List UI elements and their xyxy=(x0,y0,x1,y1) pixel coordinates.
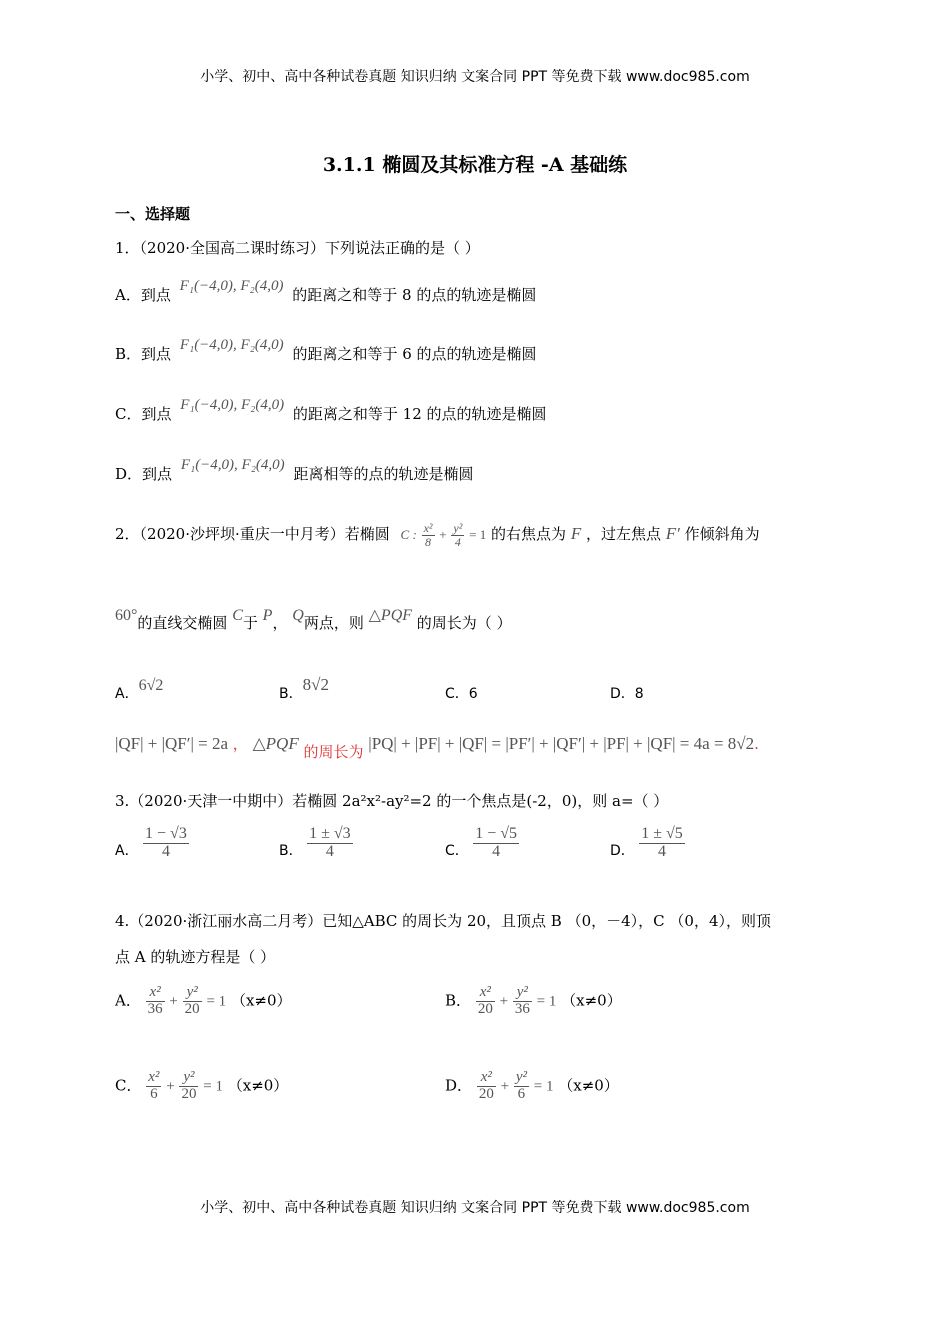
q2-two-points: 两点，则 xyxy=(303,614,364,632)
q4-stem-line2: 点 A 的轨迹方程是（ ） xyxy=(115,948,276,966)
section-heading: 一、选择题 xyxy=(115,205,191,223)
q2-line2a: 的直线交椭圆 xyxy=(137,614,228,632)
q2-comma: ， xyxy=(272,614,288,632)
q2-option-c-label: C． xyxy=(445,686,469,702)
q4-option-d: D． $\frac{\text{x²}}{20}$ + $\frac{\text{y²}}{6}$ = 1 （x≠0） xyxy=(445,1069,619,1102)
q2-option-a xyxy=(115,677,164,703)
q1-option-d-prefix: D．到点 xyxy=(115,465,173,483)
q3-option-a-label: A． xyxy=(115,843,139,860)
page-header: 小学、初中、高中各种试卷真题 知识归纳 文案合同 PPT 等免费下载 www.doc985.com xyxy=(200,69,750,85)
q1-option-a-text: 的距离之和等于 8 的点的轨迹是椭圆 xyxy=(292,286,537,304)
q1-option-b-prefix: B．到点 xyxy=(115,345,172,363)
q1-option-c xyxy=(115,397,547,424)
q3-option-d xyxy=(610,826,685,861)
q2-Fprime: F′ xyxy=(665,524,680,543)
q4-option-b-label: B． xyxy=(445,991,472,1010)
q3-stem: 3.（2020·天津一中期中）若椭圆 2a²x²-ay²=2 的一个焦点是(-2，0)，则 a=（ ） xyxy=(115,792,669,810)
q4-option-d-frac-y: $\frac{\text{y²}}{6}$ xyxy=(515,1069,527,1102)
q2-line2b: 的周长为（ ） xyxy=(416,614,512,632)
q2-frac-y-den: 4 xyxy=(454,534,461,549)
q1-option-a-formula: F₁(−4,0), F₂(4,0) xyxy=(179,278,284,294)
q1-stem: 1．（2020·全国高二课时练习）下列说法正确的是（ ） xyxy=(115,239,480,257)
q2-solution-right: |PQ| + |PF| + |QF| = |PF′| + |QF′| + |PF| + |QF| = 4a = 8√2 xyxy=(368,734,755,753)
q2-solution-left: |QF| + |QF′| = 2a xyxy=(115,734,229,753)
q3-option-d-den: 4 xyxy=(658,842,667,860)
q2-prefix: 2．（2020·沙坪坝·重庆一中月考）若椭圆 xyxy=(115,525,390,543)
q2-option-b-label: B． xyxy=(279,686,303,702)
q2-angle: 60° xyxy=(115,607,138,624)
q3-option-c-den: 4 xyxy=(492,842,501,860)
q1-option-d-formula: F₁(−4,0), F₂(4,0) xyxy=(180,457,285,473)
q3-option-b-den: 4 xyxy=(325,842,334,860)
q4-stem-line1: 4.（2020·浙江丽水高二月考）已知△ABC 的周长为 20，且顶点 B （0，－4），C （0，4），则顶 xyxy=(115,912,772,930)
q2-frac-x-den: 8 xyxy=(425,534,432,549)
q2-Q: Q xyxy=(292,607,304,624)
q2-option-d-value: 8 xyxy=(634,686,644,702)
q4-option-b-cond: （x≠0） xyxy=(561,991,622,1010)
q2-frac-x-num: x² xyxy=(423,520,433,535)
q3-option-a-num: 1 − √3 xyxy=(145,825,187,842)
q2-solution-sep: ， xyxy=(232,735,248,753)
q1-option-d-text: 距离相等的点的轨迹是椭圆 xyxy=(293,465,474,483)
q1-option-b-formula: F₁(−4,0), F₂(4,0) xyxy=(179,337,284,353)
q2-solution-end: . xyxy=(754,735,759,753)
page-footer: 小学、初中、高中各种试卷真题 知识归纳 文案合同 PPT 等免费下载 www.doc985.com xyxy=(200,1200,750,1216)
q3-option-a-den: 4 xyxy=(161,842,170,860)
q4-option-d-label: D． xyxy=(445,1076,473,1095)
q3-option-b xyxy=(279,826,353,861)
q3-option-d-label: D． xyxy=(610,843,635,860)
q2-mid3: 作倾斜角为 xyxy=(684,525,760,543)
q4-option-b-frac-y: $\frac{\text{y²}}{36}$ xyxy=(514,984,530,1017)
q3-option-c-num: 1 − √5 xyxy=(475,825,518,842)
q2-ellipse-label: C : xyxy=(400,527,417,542)
q4-option-a-label: A． xyxy=(115,991,141,1010)
q2-frac-y xyxy=(451,522,464,548)
q2-solution-label: 的周长为 xyxy=(303,743,364,761)
q4-option-c: C． $\frac{\text{x²}}{6}$ + $\frac{\text{y²}}{20}$ = 1 （x≠0） xyxy=(115,1069,289,1102)
q3-option-a-frac xyxy=(143,826,189,861)
q2-option-a-label: A． xyxy=(115,686,139,702)
q2-mid2: ，过左焦点 xyxy=(585,525,661,543)
q1-option-c-text: 的距离之和等于 12 的点的轨迹是椭圆 xyxy=(292,405,547,423)
q3-option-b-frac xyxy=(307,826,353,861)
q2-P: P xyxy=(262,607,273,624)
q2-solution-tri: △PQF xyxy=(252,734,299,753)
q2-option-b xyxy=(279,675,329,703)
q4-option-b-frac-x: $\frac{\text{x²}}{20}$ xyxy=(477,984,493,1017)
q2-frac-y-num: y² xyxy=(453,520,463,535)
q2-eq: = 1 xyxy=(469,527,487,542)
q4-option-a: A． $\frac{\text{x²}}{36}$ + $\frac{\text{y²}}{20}$ = 1 （x≠0） xyxy=(115,984,292,1017)
q2-frac-x xyxy=(422,522,435,548)
q1-option-a-prefix: A．到点 xyxy=(115,286,171,304)
q2-option-d xyxy=(610,683,644,703)
q2-solution xyxy=(115,733,759,761)
q2-option-c xyxy=(445,683,478,703)
q3-option-b-num: 1 ± √3 xyxy=(309,825,351,842)
q4-option-c-label: C． xyxy=(115,1076,142,1095)
q4-option-a-cond: （x≠0） xyxy=(230,991,292,1010)
q4-option-d-cond: （x≠0） xyxy=(558,1076,619,1095)
q2-yu: 于 xyxy=(242,614,258,632)
q2-option-b-value: 8√2 xyxy=(302,675,329,694)
q3-option-c-label: C． xyxy=(445,843,469,860)
q3-option-c-frac xyxy=(473,826,519,861)
q4-option-c-frac-y: $\frac{\text{y²}}{20}$ xyxy=(181,1069,197,1102)
q2-option-a-value: 6√2 xyxy=(138,677,164,694)
q2-option-c-value: 6 xyxy=(468,686,478,702)
q4-option-a-frac-y: $\frac{\text{y²}}{20}$ xyxy=(184,984,200,1017)
q2-F: F xyxy=(570,524,582,543)
page-title: 3.1.1 椭圆及其标准方程 -A 基础练 xyxy=(322,154,628,176)
q2-mid1: 的右焦点为 xyxy=(491,525,567,543)
q4-option-a-frac-x: $\frac{\text{x²}}{36}$ xyxy=(147,984,163,1017)
q3-option-d-num: 1 ± √5 xyxy=(641,825,683,842)
q3-option-c xyxy=(445,826,519,861)
q4-option-c-cond: （x≠0） xyxy=(227,1076,289,1095)
q1-option-b-text: 的距离之和等于 6 的点的轨迹是椭圆 xyxy=(292,345,537,363)
q4-option-c-frac-x: $\frac{\text{x²}}{6}$ xyxy=(148,1069,160,1102)
q2-option-d-label: D． xyxy=(610,686,635,702)
q1-option-d xyxy=(115,457,474,484)
q1-option-c-formula: F₁(−4,0), F₂(4,0) xyxy=(180,397,285,413)
q3-option-d-frac xyxy=(639,826,685,861)
q3-option-a xyxy=(115,826,189,861)
q1-option-a xyxy=(115,278,537,305)
q1-option-b xyxy=(115,337,537,364)
q4-option-d-frac-x: $\frac{\text{x²}}{20}$ xyxy=(478,1069,494,1102)
q2-triangle: △PQF xyxy=(368,607,413,624)
q2-stem-line1: 2．（2020·沙坪坝·重庆一中月考）若椭圆 C : $\frac{\text{x²}}{8}$ + $\frac{\text{y²}}{4}$ = 1 的右焦点为 F ，过左焦点 F′ 作倾斜角为 xyxy=(115,520,760,549)
q2-C: C xyxy=(232,607,243,624)
q2-stem-line2 xyxy=(115,607,512,633)
q4-option-b: B． $\frac{\text{x²}}{20}$ + $\frac{\text{y²}}{36}$ = 1 （x≠0） xyxy=(445,984,622,1017)
q1-option-c-prefix: C．到点 xyxy=(115,405,172,423)
q3-option-b-label: B． xyxy=(279,843,303,860)
